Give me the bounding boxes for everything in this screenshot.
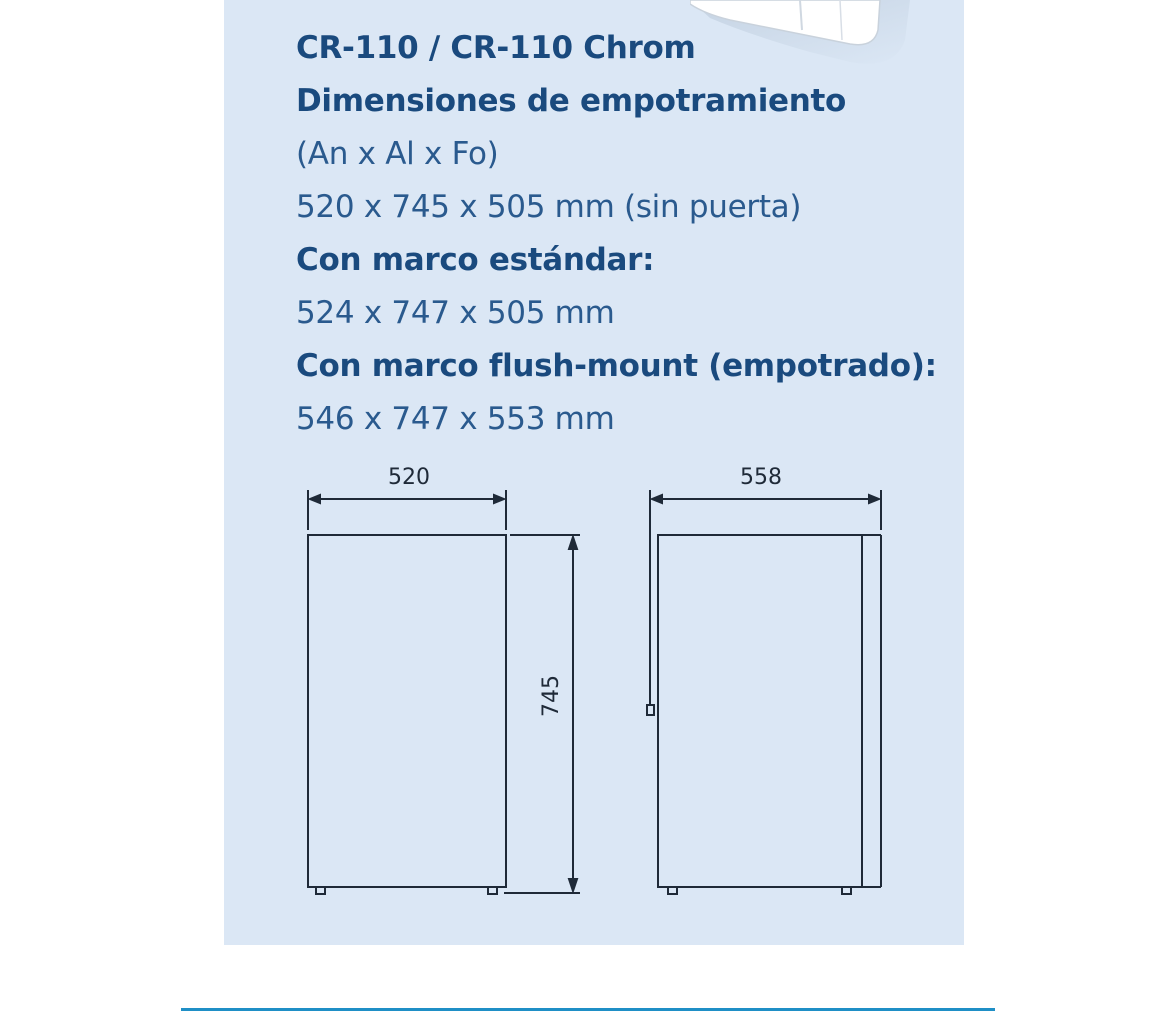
- side-depth-arrow-right: [869, 495, 879, 503]
- flush-frame-dims: 546 x 747 x 553 mm: [296, 401, 615, 437]
- side-view: [647, 490, 881, 894]
- front-width-arrow-left: [310, 495, 320, 503]
- height-arrow-top: [569, 537, 577, 549]
- front-width-arrow-right: [494, 495, 504, 503]
- side-depth-label: 558: [740, 465, 782, 490]
- side-depth-arrow-left: [652, 495, 662, 503]
- flush-frame-label: Con marco flush-mount (empotrado):: [296, 348, 937, 384]
- side-cabinet-outline: [658, 535, 862, 887]
- dimensions-heading: Dimensiones de empotramiento: [296, 83, 847, 119]
- axes-note: (An x Al x Fo): [296, 136, 499, 172]
- height-label: 745: [539, 675, 564, 717]
- front-right-foot: [488, 887, 497, 894]
- model-title: CR-110 / CR-110 Chrom: [296, 30, 696, 66]
- side-back-tab: [647, 705, 654, 715]
- standard-frame-dims: 524 x 747 x 505 mm: [296, 295, 615, 331]
- dims-no-door: 520 x 745 x 505 mm (sin puerta): [296, 189, 802, 225]
- front-width-label: 520: [388, 465, 430, 490]
- standard-frame-label: Con marco estándar:: [296, 242, 655, 278]
- height-arrow-bottom: [569, 879, 577, 891]
- side-left-foot: [668, 887, 677, 894]
- front-left-foot: [316, 887, 325, 894]
- side-right-foot: [842, 887, 851, 894]
- front-cabinet-outline: [308, 535, 506, 887]
- bottom-divider: [181, 1008, 995, 1011]
